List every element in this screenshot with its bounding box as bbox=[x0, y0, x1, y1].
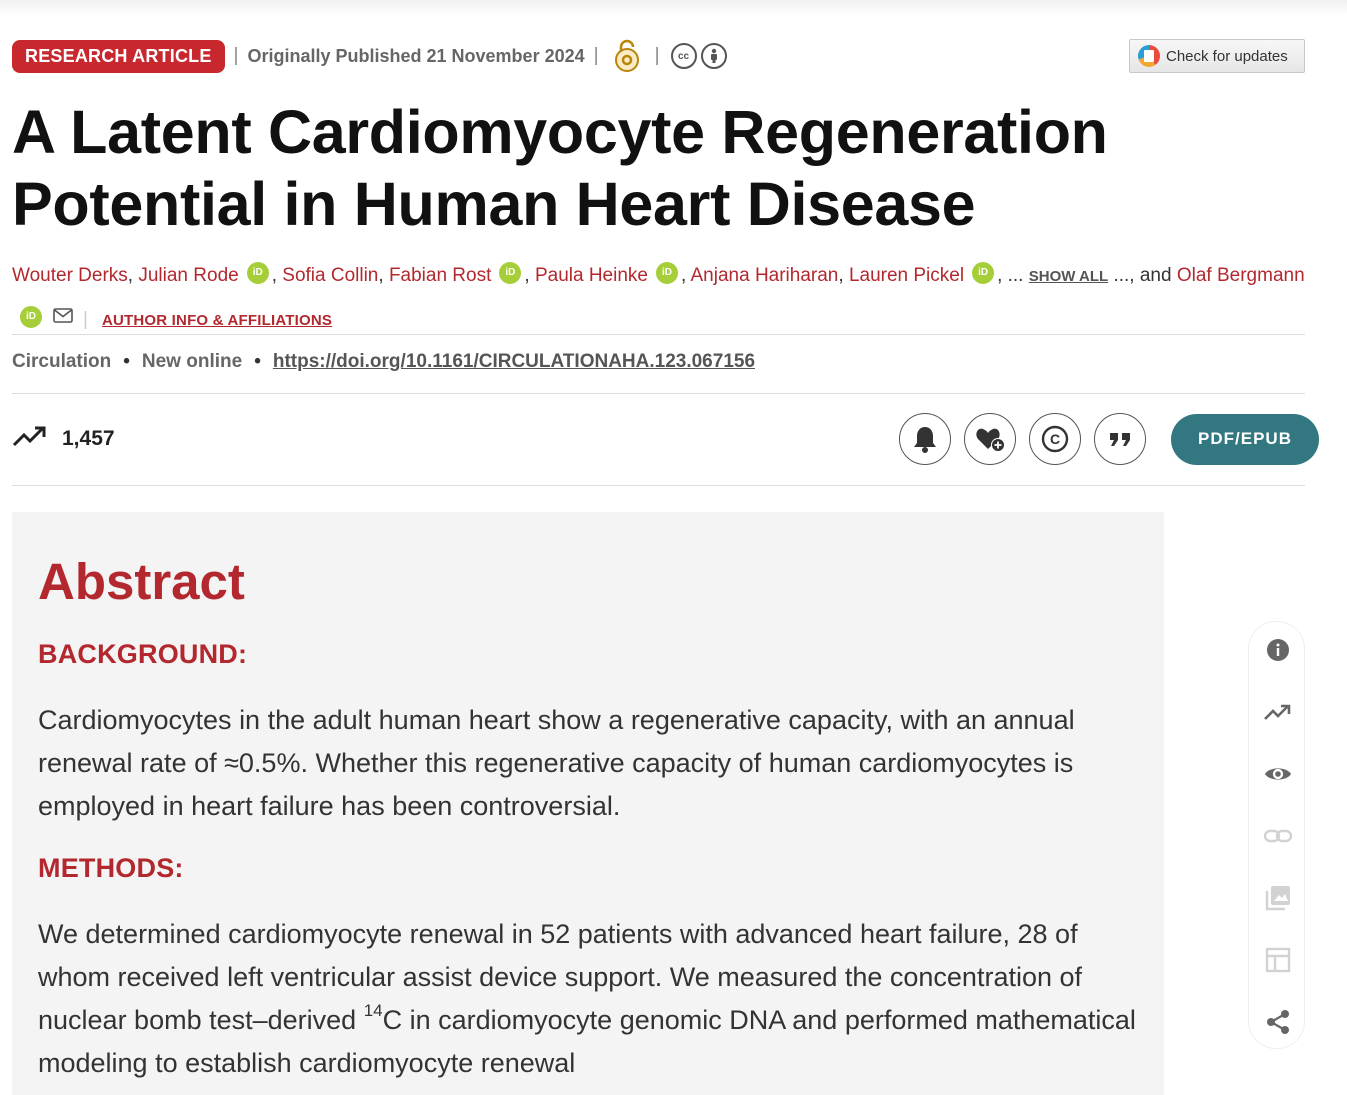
images-icon[interactable] bbox=[1264, 884, 1292, 912]
trending-up-icon bbox=[12, 424, 48, 454]
mail-icon[interactable] bbox=[53, 297, 73, 338]
open-access-icon[interactable] bbox=[612, 39, 642, 73]
author-link[interactable]: Sofia Collin bbox=[282, 265, 379, 286]
separator: | bbox=[593, 45, 599, 66]
orcid-icon[interactable]: iD bbox=[656, 262, 678, 284]
abstract-section bbox=[12, 512, 1164, 1095]
separator: | bbox=[654, 45, 660, 66]
article-title: A Latent Cardiomyocyte Regeneration Potential in Human Heart Disease bbox=[12, 98, 1108, 238]
article-metrics[interactable] bbox=[12, 424, 115, 454]
separator: | bbox=[233, 45, 239, 66]
trending-up-icon[interactable] bbox=[1264, 698, 1292, 726]
crossmark-icon bbox=[1138, 45, 1160, 67]
alert-button[interactable] bbox=[899, 413, 951, 465]
author-list: Wouter Derks, Julian Rode iD , Sofia Collin, Fabian Rost iD , Paula Heinke iD , Anjana Hariharan, Lauren Pickel iD , ... SHOW ALL ..., and Olaf BergmanniD | AUTHOR INFO & AFFILIATIONS bbox=[12, 255, 1305, 341]
creative-commons-license[interactable] bbox=[671, 43, 727, 69]
authors-and-text: ..., and bbox=[1113, 265, 1172, 286]
methods-text-part: C in cardiomyocyte genomic DNA and performed mathematical modeling to establish cardiomyocyte renewal bbox=[38, 1005, 1136, 1078]
author-link[interactable]: Paula Heinke bbox=[534, 265, 648, 286]
divider bbox=[12, 485, 1305, 486]
bullet: • bbox=[254, 351, 261, 372]
divider: | bbox=[83, 309, 88, 330]
methods-heading: METHODS: bbox=[38, 853, 184, 883]
author-link[interactable]: Julian Rode bbox=[138, 265, 239, 286]
table-icon[interactable] bbox=[1264, 946, 1292, 974]
isotope-superscript: 14 bbox=[363, 1001, 383, 1020]
orcid-icon[interactable]: iD bbox=[20, 306, 42, 328]
permissions-button[interactable] bbox=[1029, 413, 1081, 465]
article-type-badge: RESEARCH ARTICLE bbox=[12, 40, 225, 73]
journal-info-row bbox=[12, 351, 755, 373]
publication-date: Originally Published 21 November 2024 bbox=[247, 45, 585, 66]
copyright-icon bbox=[1040, 424, 1070, 454]
abstract-heading: Abstract bbox=[38, 553, 245, 610]
issue-status: New online bbox=[141, 351, 243, 372]
quote-icon bbox=[1107, 429, 1133, 449]
doi-link[interactable]: https://doi.org/10.1161/CIRCULATIONAHA.123.067156 bbox=[272, 351, 756, 372]
author-link[interactable]: Lauren Pickel bbox=[848, 265, 965, 286]
author-link[interactable]: Anjana Hariharan bbox=[690, 265, 839, 286]
show-all-authors-link[interactable]: SHOW ALL bbox=[1028, 268, 1109, 285]
background-text: Cardiomyocytes in the adult human heart show a regenerative capacity, with an annual renewal rate of ≈0.5%. Whether this regenerative capacity of human cardiomyocytes is employed in heart failure has been controversial. bbox=[38, 705, 1075, 821]
side-toolbar bbox=[1248, 621, 1305, 1049]
info-icon[interactable] bbox=[1264, 636, 1292, 664]
divider bbox=[12, 393, 1305, 394]
methods-text bbox=[38, 913, 1138, 1085]
article-actions bbox=[899, 413, 1319, 465]
bullet: • bbox=[123, 351, 130, 372]
article-meta-row bbox=[12, 39, 1305, 73]
check-for-updates-label: Check for updates bbox=[1166, 47, 1288, 65]
link-icon[interactable] bbox=[1264, 822, 1292, 850]
orcid-icon[interactable]: iD bbox=[247, 262, 269, 284]
methods-text-part: We determined cardiomyocyte renewal in 52 patients with advanced heart failure, 28 of whom received left ventricular assist device support. We measured the concentration of nuclear bomb test–derived bbox=[38, 919, 1083, 1035]
author-link[interactable]: Fabian Rost bbox=[388, 265, 492, 286]
svg-text:C: C bbox=[1049, 431, 1061, 447]
views-count: 1,457 bbox=[62, 427, 115, 450]
eye-icon[interactable] bbox=[1264, 760, 1292, 788]
cc-icon: cc bbox=[671, 43, 697, 69]
bell-icon bbox=[912, 425, 938, 453]
pdf-epub-button[interactable]: PDF/EPUB bbox=[1171, 414, 1319, 465]
check-for-updates-button[interactable] bbox=[1129, 39, 1305, 73]
background-heading: BACKGROUND: bbox=[38, 639, 248, 669]
heart-add-icon bbox=[975, 425, 1005, 453]
authors-ellipsis: ... bbox=[1007, 265, 1024, 286]
author-link[interactable]: Olaf Bergmann bbox=[1176, 265, 1305, 286]
browser-top-shadow bbox=[0, 0, 1347, 16]
divider bbox=[12, 334, 1305, 335]
author-link[interactable]: Wouter Derks bbox=[12, 265, 128, 286]
favorite-button[interactable] bbox=[964, 413, 1016, 465]
orcid-icon[interactable]: iD bbox=[972, 262, 994, 284]
orcid-icon[interactable]: iD bbox=[499, 262, 521, 284]
attribution-icon bbox=[701, 43, 727, 69]
author-info-affiliations-link[interactable]: AUTHOR INFO & AFFILIATIONS bbox=[101, 312, 333, 329]
share-icon[interactable] bbox=[1264, 1008, 1292, 1036]
cite-button[interactable] bbox=[1094, 413, 1146, 465]
journal-name[interactable]: Circulation bbox=[12, 351, 112, 372]
